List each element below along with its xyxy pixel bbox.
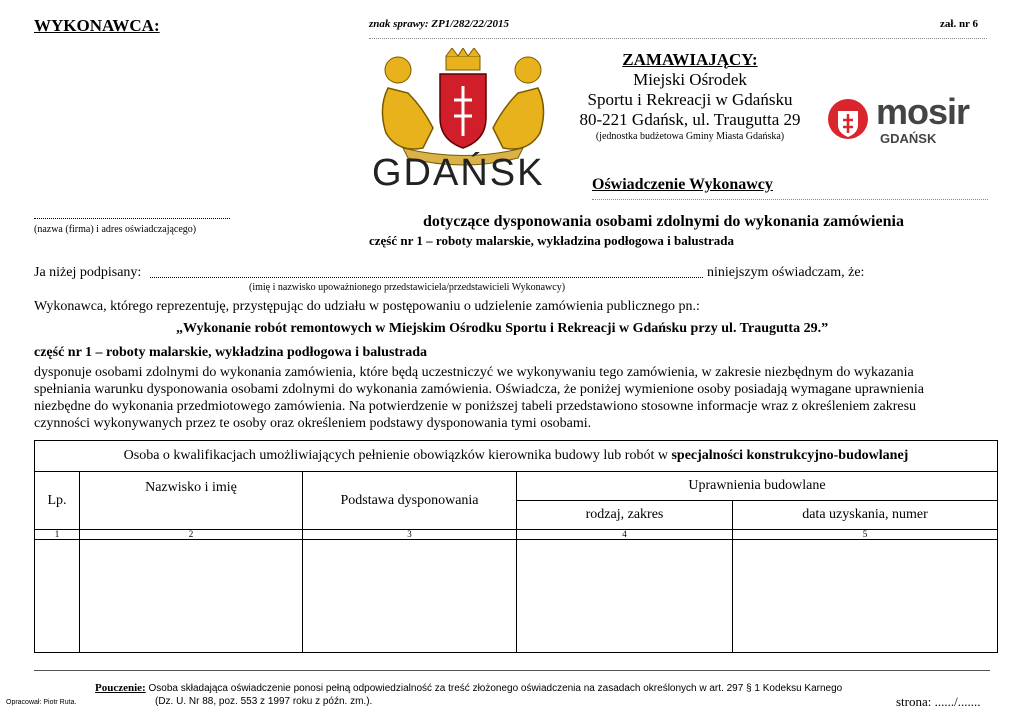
declaration-line: dysponuje osobami zdolnymi do wykonania zamówienia, które będą uczestniczyć we wykonywaniu tego zamówienia, w zakresie niezbędnym do wykazania xyxy=(34,365,914,380)
declaration-paragraph xyxy=(34,364,1014,432)
col-basis: Podstawa dysponowania xyxy=(303,472,517,530)
table-cell-lp[interactable] xyxy=(35,540,80,653)
declaration-line: spełniania warunku dysponowania osobami zdolnymi do wykonania zamówienia. Oświadcza, że poniżej wymienione osoby posiadają wymagane uprawnienia xyxy=(34,382,924,397)
form-title: Oświadczenie Wykonawcy xyxy=(592,176,773,193)
notice-line2: (Dz. U. Nr 88, poz. 553 z 1997 roku z późn. zm.). xyxy=(155,696,373,707)
mosir-subtitle: GDAŃSK xyxy=(880,131,937,146)
col-number: 4 xyxy=(517,530,733,540)
table-cell-basis[interactable] xyxy=(303,540,517,653)
table-cell-name[interactable] xyxy=(80,540,303,653)
contractor-name-field[interactable] xyxy=(34,206,230,219)
declaration-line: czynności wykonywanych przez te osoby oraz określeniem podstawy dysponowania tymi osobami. xyxy=(34,416,592,431)
signee-label: Ja niżej podpisany: xyxy=(34,265,142,280)
part-label: część nr 1 – roboty malarskie, wykładzina podłogowa i balustrada xyxy=(34,345,428,360)
project-title: „Wykonanie robót remontowych w Miejskim Ośrodku Sportu i Rekreacji w Gdańsku przy ul. Traugutta 29.” xyxy=(176,321,829,336)
col-scope: rodzaj, zakres xyxy=(517,501,733,530)
col-rights: Uprawnienia budowlane xyxy=(517,472,998,501)
table-cell-date[interactable] xyxy=(733,540,998,653)
notice-label: Pouczenie: xyxy=(95,682,146,694)
mosir-logo xyxy=(826,91,986,151)
col-number: 1 xyxy=(35,530,80,540)
table-cell-scope[interactable] xyxy=(517,540,733,653)
mosir-wordmark: mosir xyxy=(876,91,970,132)
form-part: część nr 1 – roboty malarskie, wykładzina podłogowa i balustrada xyxy=(369,233,734,248)
prepared-by: Opracował: Piotr Ruta. xyxy=(6,699,77,706)
col-number: 2 xyxy=(80,530,303,540)
signee-caption: (imię i nazwisko upoważnionego przedstawiciela/przedstawicieli Wykonawcy) xyxy=(249,282,566,293)
col-date: data uzyskania, numer xyxy=(733,501,998,530)
page-number: strona: ....../....... xyxy=(896,694,981,709)
declaration-line: niezbędne do wykonania przedmiotowego zamówienia. Na potwierdzenie w poniższej tabeli przedstawiono stosowne informacje wraz z określeniem zakresu xyxy=(34,399,917,414)
notice-block xyxy=(95,681,842,696)
personnel-table xyxy=(34,440,998,653)
signee-suffix: niniejszym oświadczam, że: xyxy=(707,265,865,280)
contractor-name-caption: (nazwa (firma) i adres oświadczającego) xyxy=(34,224,197,235)
gdansk-wordmark: GDAŃSK xyxy=(372,152,545,194)
col-lp: Lp. xyxy=(35,472,80,530)
col-name: Nazwisko i imię xyxy=(80,472,303,530)
ordering-party-line3: 80-221 Gdańsk, ul. Traugutta 29 xyxy=(579,110,801,129)
signee-name-field[interactable] xyxy=(150,264,703,278)
header-divider xyxy=(369,38,987,39)
form-subject: dotyczące dysponowania osobami zdolnymi do wykonania zamówienia xyxy=(423,213,904,230)
ordering-party-line2: Sportu i Rekreacji w Gdańsku xyxy=(587,90,793,109)
contractor-heading: WYKONAWCA: xyxy=(34,16,160,35)
ordering-party-note: (jednostka budżetowa Gminy Miasta Gdańska) xyxy=(595,131,785,142)
ordering-party-block xyxy=(560,50,820,143)
footer-divider xyxy=(34,670,990,671)
col-number: 5 xyxy=(733,530,998,540)
ordering-party-line1: Miejski Ośrodek xyxy=(633,70,747,89)
case-reference: znak sprawy: ZP1/282/22/2015 xyxy=(369,18,509,30)
col-number: 3 xyxy=(303,530,517,540)
intro-text: Wykonawca, którego reprezentuję, przystępując do udziału w postępowaniu o udzielenie zamówienia publicznego pn.: xyxy=(34,299,700,314)
table-header-qualifications: Osoba o kwalifikacjach umożliwiających pełnienie obowiązków kierownika budowy lub robót w specjalności konstrukcyjno-budowlanej xyxy=(35,441,998,472)
title-divider xyxy=(592,199,988,200)
ordering-party-heading: ZAMAWIAJĄCY: xyxy=(622,50,758,69)
notice-line1: Osoba składająca oświadczenie ponosi pełną odpowiedzialność za treść złożonego oświadczenia na zasadach określonych w art. 297 § 1 Kodeksu Karnego xyxy=(148,683,843,694)
attachment-number: zał. nr 6 xyxy=(940,18,978,30)
